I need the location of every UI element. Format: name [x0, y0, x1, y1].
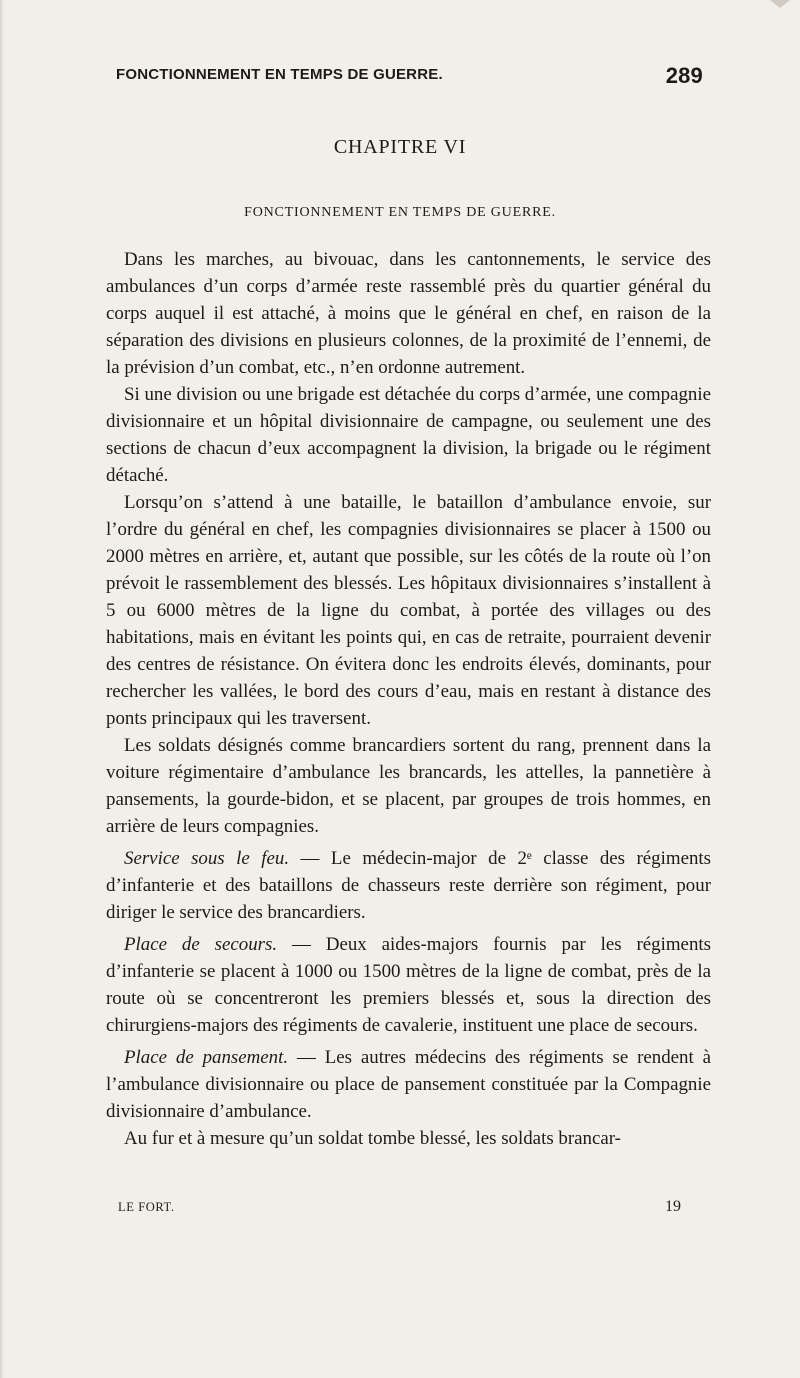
paragraph — [106, 381, 711, 489]
paragraph-text: — Les autres médecins des régiments se rendent à l’ambulance divisionnaire ou place de pansement constituée par la Compagnie divisionnaire d’ambulance. — [106, 1047, 711, 1122]
paragraph-text: Les soldats désignés comme brancardiers sortent du rang, prennent dans la voiture régimentaire d’ambulance les brancards, les attelles, la pannetière à pansements, la gourde-bidon, et se placent, par groupes de trois hommes, en arrière de leurs compagnies. — [106, 735, 711, 837]
chapter-subtitle: FONCTIONNEMENT EN TEMPS DE GUERRE. — [244, 205, 556, 220]
sheet-number: 19 — [665, 1198, 681, 1215]
paragraph-text: — Deux aides-majors fournis par les régiments d’infanterie se placent à 1000 ou 1500 mètres de la ligne de combat, près de la route où se concentreront les premiers blessés et, sous la direction des chirurgiens-majors des régiments de cavalerie, instituent une place de secours. — [106, 934, 711, 1036]
paragraph-text: Si une division ou une brigade est détachée du corps d’armée, une compagnie divisionnaire et un hôpital divisionnaire de campagne, ou seulement une des sections de chacun d’eux accompagnent la division, la brigade ou le régiment détaché. — [106, 384, 711, 486]
paragraph-lead: Place de secours. — [124, 934, 278, 955]
paragraph — [106, 931, 711, 1039]
paragraph — [106, 1044, 711, 1125]
paragraph — [106, 489, 711, 732]
page-number: 289 — [665, 63, 703, 88]
paragraph-lead: Place de pansement. — [124, 1047, 289, 1068]
paragraph-text: Dans les marches, au bivouac, dans les cantonnements, le service des ambulances d’un corps d’armée reste rassemblé près du quartier général du corps auquel il est attaché, à moins que le général en chef, en raison de la séparation des divisions en plusieurs colonnes, de la proximité de l’ennemi, de la prévision d’un combat, etc., n’en ordonne autrement. — [106, 249, 711, 378]
running-head-title: FONCTIONNEMENT EN TEMPS DE GUERRE. — [116, 66, 443, 83]
printer-signature: LE FORT. — [118, 1200, 175, 1214]
running-head — [116, 63, 703, 90]
page-footer — [106, 1200, 711, 1220]
paragraph-text: Au fur et à mesure qu’un soldat tombe blessé, les soldats brancar- — [124, 1128, 621, 1149]
paragraph — [106, 732, 711, 840]
chapter-title: CHAPITRE VI — [333, 136, 467, 158]
paragraph-text: — Le médecin-major de 2ᵉ classe des régiments d’infanterie et des bataillons de chasseurs reste derrière son régiment, pour diriger le service des brancardiers. — [106, 848, 712, 923]
paragraph-text: Lorsqu’on s’attend à une bataille, le bataillon d’ambulance envoie, sur l’ordre du général en chef, les compagnies divisionnaires se placer à 1500 ou 2000 mètres en arrière, et, autant que possible, sur les côtés de la route où l’on prévoit le rassemblement des blessés. Les hôpitaux divisionnaires s’installent à 5 ou 6000 mètres de la ligne du combat, à portée des villages ou des habitations, mais en évitant les points qui, en cas de retraite, pourraient devenir des centres de résistance. On évitera donc les endroits élevés, dominants, pour rechercher les vallées, le bord des cours d’eau, mais en restant à distance des ponts principaux qui les traversent. — [106, 492, 711, 729]
body-text — [106, 246, 711, 1152]
paragraph-lead: Service sous le feu. — [124, 848, 290, 869]
paragraph — [106, 845, 711, 926]
paragraph — [106, 1125, 711, 1152]
corner-mark — [770, 0, 790, 8]
paragraph — [106, 246, 711, 381]
